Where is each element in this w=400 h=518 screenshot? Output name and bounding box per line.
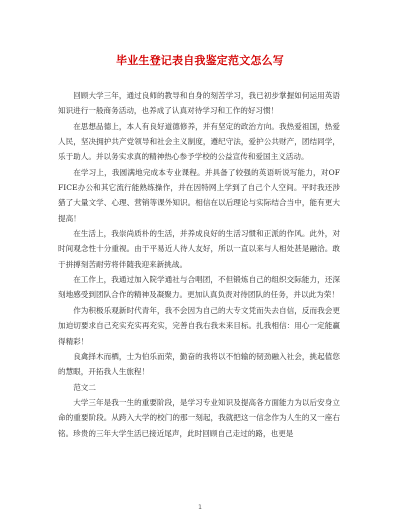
paragraph-closing: 良禽择木而栖，士为伯乐而荣，勤奋的我将以不怕输的韧劲融入社会，挑起值您的慧眼，开拓我人生旅程！ [58, 351, 340, 377]
paragraph-intro: 回顾大学三年，通过良师的教导和自身的刻苦学习，我已初步掌握如何运用英语知识进行一般商务活动，也养成了认真对待学习和工作的好习惯！ [58, 91, 340, 116]
paragraph-outlook: 作为积极乐观新时代青年，我不会因为自己的大专文凭而失去自信，反而我会更加迫切要求自己充实充实再充实，完善自我右我未来目标。扎我相信：用心一定能赢得精彩！ [58, 305, 340, 346]
document-title: 毕业生登记表自我鉴定范文怎么写 [116, 54, 284, 67]
document-body [58, 88, 340, 441]
paragraph-study: 在学习上，我圆满地完成本专业课程。并具备了较强的英语听说写能力，对OFFICE办公和其它流行能熟练操作，并在因特网上学到了自己个人空间。平时我还涉猎了大量文学、心理、营销等课外知识。相信在以后理论与实际结合当中，能有更大提高！ [58, 167, 340, 223]
page-number: 1 [198, 504, 202, 511]
paragraph-ideology: 在思想品德上，本人有良好道德修养，并有坚定的政治方向。我热爱祖国，热爱人民，坚决拥护共产党领导和社会主义制度，遵纪守法，爱护公共财产，团结同学，乐于助人。并以务实求真的精神热心参予学校的公益宣传和爱国主义活动。 [58, 121, 340, 162]
paragraph-life: 在生活上，我崇尚质朴的生活，并养成良好的生活习惯和正派的作风。此外，对时间观念性十分重视。由于平易近人待人友好，所以一直以来与人相处甚是融洽。敢于拼搏刻苦耐劳将伴随我迎来新挑战。 [58, 229, 340, 269]
paragraph-work: 在工作上，我通过加入院学通社与合唱团，不但锻炼自己的组织交际能力，还深刻地感受到团队合作的精神及凝聚力。更加认真负责对待团队的任务，并以此为荣！ [58, 275, 340, 300]
section-heading-sample-two: 范文二 [73, 382, 96, 392]
paragraph-sample-two: 大学三年是我一生的重要阶段，是学习专业知识及提高各方面能力为以后安身立命的重要阶段。从跨入大学的校门的那一刻起，我就把这一信念作为人生的又一座右铭。珍贵的三年大学生活已接近尾声，此时回顾自己走过的路，也更是 [58, 397, 340, 438]
